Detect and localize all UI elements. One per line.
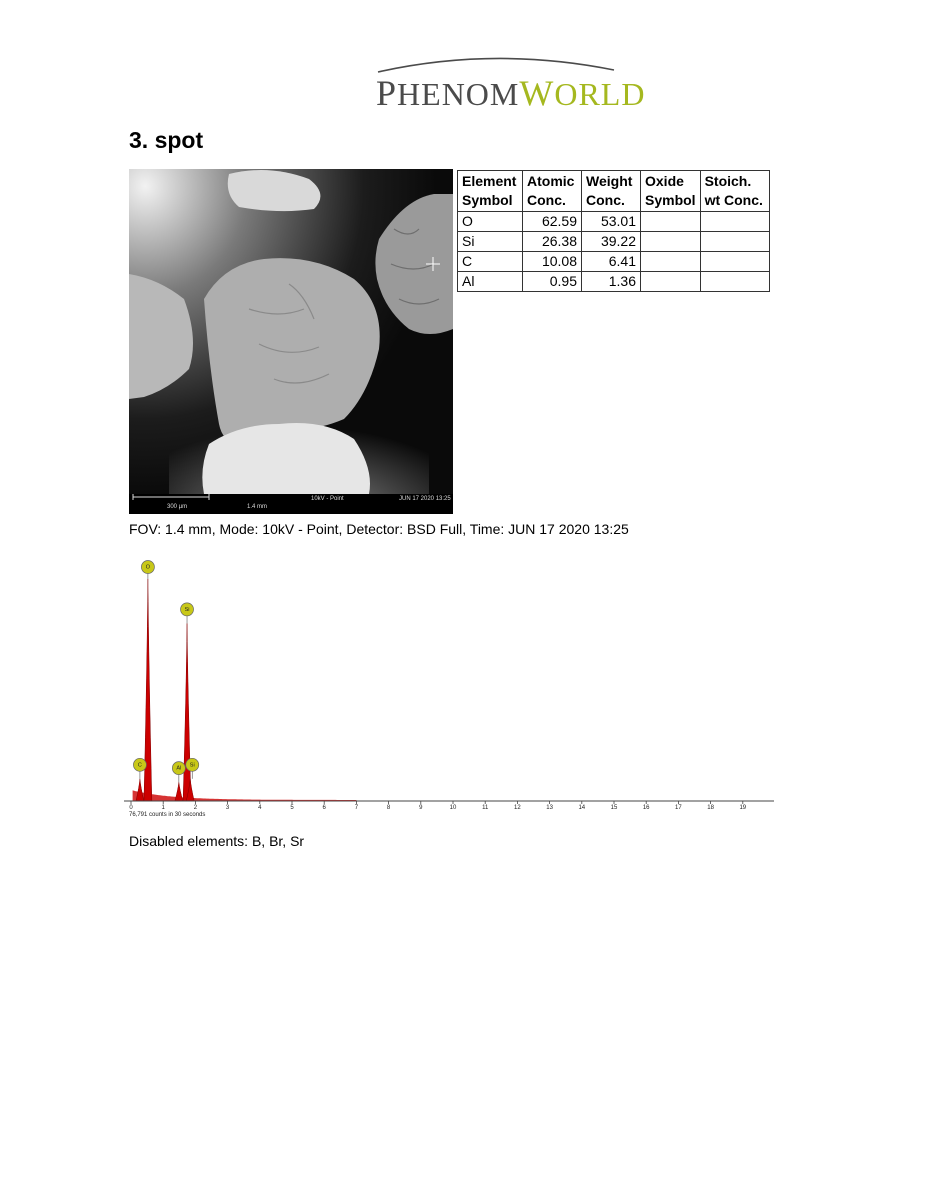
- date-label: JUN 17 2020 13:25: [399, 496, 451, 502]
- x-tick-label: 0: [129, 805, 133, 811]
- counts-label: 76,791 counts in 30 seconds: [129, 812, 206, 818]
- x-tick-label: 4: [258, 805, 262, 811]
- spectrum-background: [133, 790, 357, 801]
- cell-element: C: [458, 252, 523, 272]
- table-row: [458, 252, 770, 272]
- x-tick-label: 8: [386, 805, 391, 811]
- spectrum-peak: [183, 623, 191, 801]
- logo-arc: [370, 50, 620, 76]
- x-tick-label: 17: [675, 805, 682, 811]
- peak-label: Si: [184, 606, 190, 613]
- page-title: 3. spot: [129, 127, 204, 153]
- cell-stoich: [700, 232, 769, 252]
- x-tick-label: 2: [193, 805, 198, 811]
- sem-image: [129, 169, 453, 514]
- header-oxide-symbol: Oxide Symbol: [641, 171, 701, 212]
- fov-label: 1.4 mm: [247, 504, 268, 510]
- logo-wordmark: [376, 73, 646, 113]
- x-tick-label: 13: [546, 805, 553, 811]
- cell-element: O: [458, 212, 523, 232]
- cell-weight: 1.36: [582, 272, 641, 292]
- logo-text-world: ORLD: [554, 76, 646, 112]
- x-tick-label: 5: [290, 805, 294, 811]
- cell-atomic: 10.08: [523, 252, 582, 272]
- cell-element: Si: [458, 232, 523, 252]
- header-element-symbol: Element Symbol: [458, 171, 523, 212]
- cell-oxide: [641, 252, 701, 272]
- image-caption: FOV: 1.4 mm, Mode: 10kV - Point, Detector: BSD Full, Time: JUN 17 2020 13:25: [129, 521, 629, 537]
- cell-weight: 39.22: [582, 232, 641, 252]
- cell-element: Al: [458, 272, 523, 292]
- table-row: [458, 232, 770, 252]
- peak-label: C: [137, 762, 142, 769]
- x-tick-label: 9: [419, 805, 423, 811]
- phenomworld-logo: [370, 50, 646, 114]
- disabled-elements-note: Disabled elements: B, Br, Sr: [129, 833, 305, 849]
- table-row: [458, 272, 770, 292]
- logo-letter-p: P: [376, 73, 398, 113]
- x-tick-label: 3: [225, 805, 230, 811]
- x-tick-label: 18: [707, 805, 714, 811]
- peak-label: Si: [189, 762, 195, 769]
- table-row: [458, 212, 770, 232]
- x-tick-label: 12: [514, 805, 521, 811]
- cell-weight: 53.01: [582, 212, 641, 232]
- spectrum-peak: [136, 779, 144, 801]
- x-tick-label: 19: [739, 805, 747, 811]
- cell-oxide: [641, 232, 701, 252]
- header-stoich-wt-conc: Stoich. wt Conc.: [700, 171, 769, 212]
- header-atomic-conc: Atomic Conc.: [523, 171, 582, 212]
- spectrum-peak: [175, 782, 183, 801]
- cell-atomic: 26.38: [523, 232, 582, 252]
- header-weight-conc: Weight Conc.: [582, 171, 641, 212]
- peak-label: O: [145, 564, 151, 571]
- cell-weight: 6.41: [582, 252, 641, 272]
- logo-letter-w: W: [519, 73, 555, 113]
- scale-label: 300 µm: [167, 504, 188, 510]
- x-tick-label: 6: [322, 805, 326, 811]
- x-tick-label: 14: [578, 805, 586, 811]
- x-tick-label: 16: [642, 805, 650, 811]
- x-tick-label: 7: [354, 805, 359, 811]
- table-header-row: [458, 171, 770, 212]
- cell-atomic: 0.95: [523, 272, 582, 292]
- x-tick-label: 11: [482, 805, 489, 811]
- mode-label: 10kV - Point: [311, 496, 344, 502]
- cell-oxide: [641, 212, 701, 232]
- peak-label: Al: [176, 765, 182, 772]
- logo-text-phenom: HENOM: [397, 76, 520, 112]
- eds-spectrum: [124, 555, 779, 825]
- cell-stoich: [700, 272, 769, 292]
- cell-stoich: [700, 212, 769, 232]
- cell-stoich: [700, 252, 769, 272]
- x-tick-label: 10: [449, 805, 457, 811]
- element-concentration-table: [457, 170, 770, 292]
- x-tick-label: 15: [610, 805, 618, 811]
- cell-atomic: 62.59: [523, 212, 582, 232]
- x-tick-label: 1: [161, 805, 165, 811]
- cell-oxide: [641, 272, 701, 292]
